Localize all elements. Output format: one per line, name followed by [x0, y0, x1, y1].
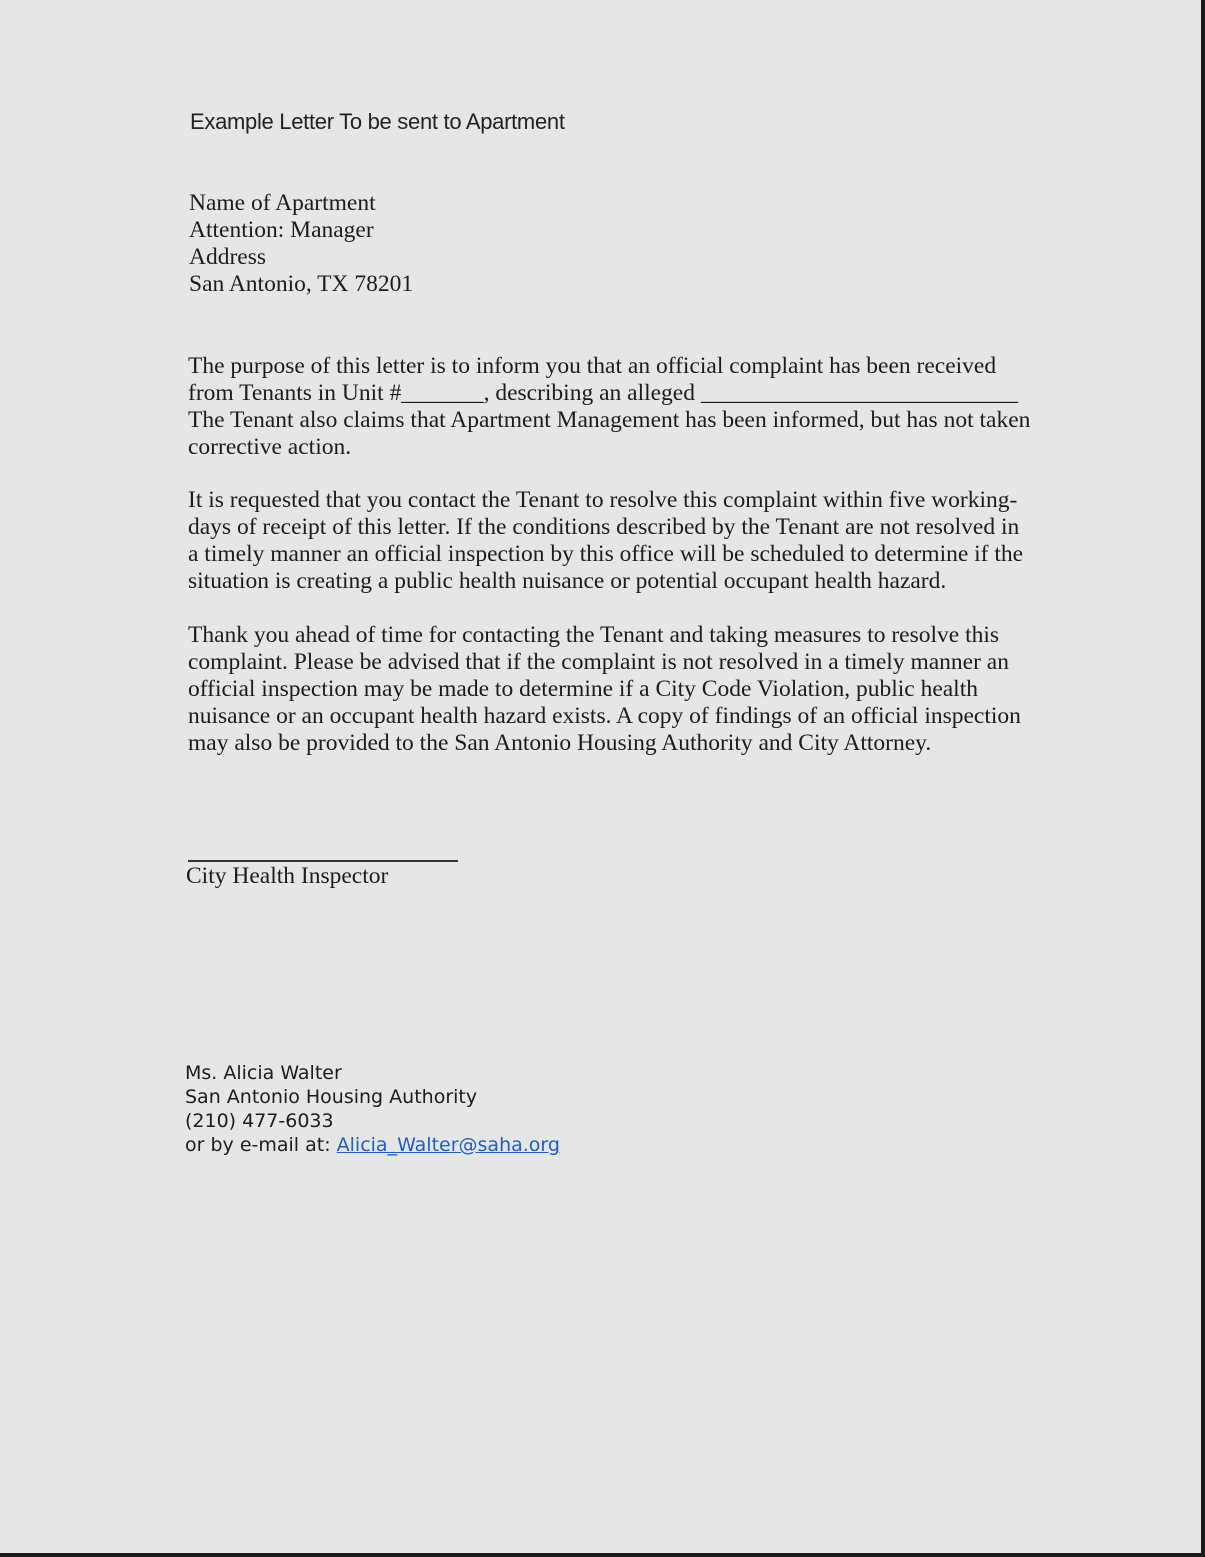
contact-name: Ms. Alicia Walter — [185, 1062, 342, 1084]
paragraph-line: from Tenants in Unit #_______, describing an alleged ___________________________ — [188, 380, 1019, 406]
recipient-address — [189, 190, 413, 298]
paragraph-line: The purpose of this letter is to inform you that an official complaint has been received — [188, 353, 997, 379]
paragraph-line: It is requested that you contact the Tenant to resolve this complaint within five working- — [188, 487, 1018, 513]
paragraph-line: complaint. Please be advised that if the complaint is not resolved in a timely manner an — [188, 649, 1009, 675]
paragraph-thanks — [188, 622, 1021, 757]
recipient-name: Name of Apartment — [189, 190, 376, 216]
letter-heading: Example Letter To be sent to Apartment — [190, 109, 565, 134]
paragraph-line: may also be provided to the San Antonio Housing Authority and City Attorney. — [188, 730, 932, 756]
signature-line — [188, 860, 458, 862]
email-prefix: or by e-mail at: — [185, 1134, 337, 1156]
contact-phone: (210) 477-6033 — [185, 1110, 334, 1132]
paragraph-line: Thank you ahead of time for contacting the Tenant and taking measures to resolve this — [188, 622, 1000, 648]
recipient-attention: Attention: Manager — [189, 217, 374, 243]
paragraph-line: official inspection may be made to determine if a City Code Violation, public health — [188, 676, 978, 702]
paragraph-line: situation is creating a public health nuisance or potential occupant health hazard. — [188, 568, 947, 594]
scan-edge-right — [1201, 0, 1205, 1557]
contact-organization: San Antonio Housing Authority — [185, 1086, 478, 1108]
email-link[interactable]: Alicia_Walter@saha.org — [336, 1134, 560, 1156]
paragraph-complaint — [188, 353, 1030, 461]
paragraph-line: nuisance or an occupant health hazard exists. A copy of findings of an official inspection — [188, 703, 1021, 729]
paragraph-line: corrective action. — [188, 434, 352, 460]
paragraph-line: days of receipt of this letter. If the conditions described by the Tenant are not resolved in — [188, 514, 1020, 540]
contact-block — [185, 1061, 560, 1157]
paragraph-line: The Tenant also claims that Apartment Management has been informed, but has not taken — [188, 407, 1031, 433]
contact-email-line — [185, 1133, 560, 1157]
recipient-street: Address — [189, 244, 267, 270]
paragraph-request — [188, 487, 1023, 595]
scan-edge-bottom — [0, 1553, 1205, 1557]
signature-title: City Health Inspector — [186, 863, 389, 889]
recipient-city: San Antonio, TX 78201 — [189, 271, 414, 297]
paragraph-line: a timely manner an official inspection by this office will be scheduled to determine if the — [188, 541, 1024, 567]
